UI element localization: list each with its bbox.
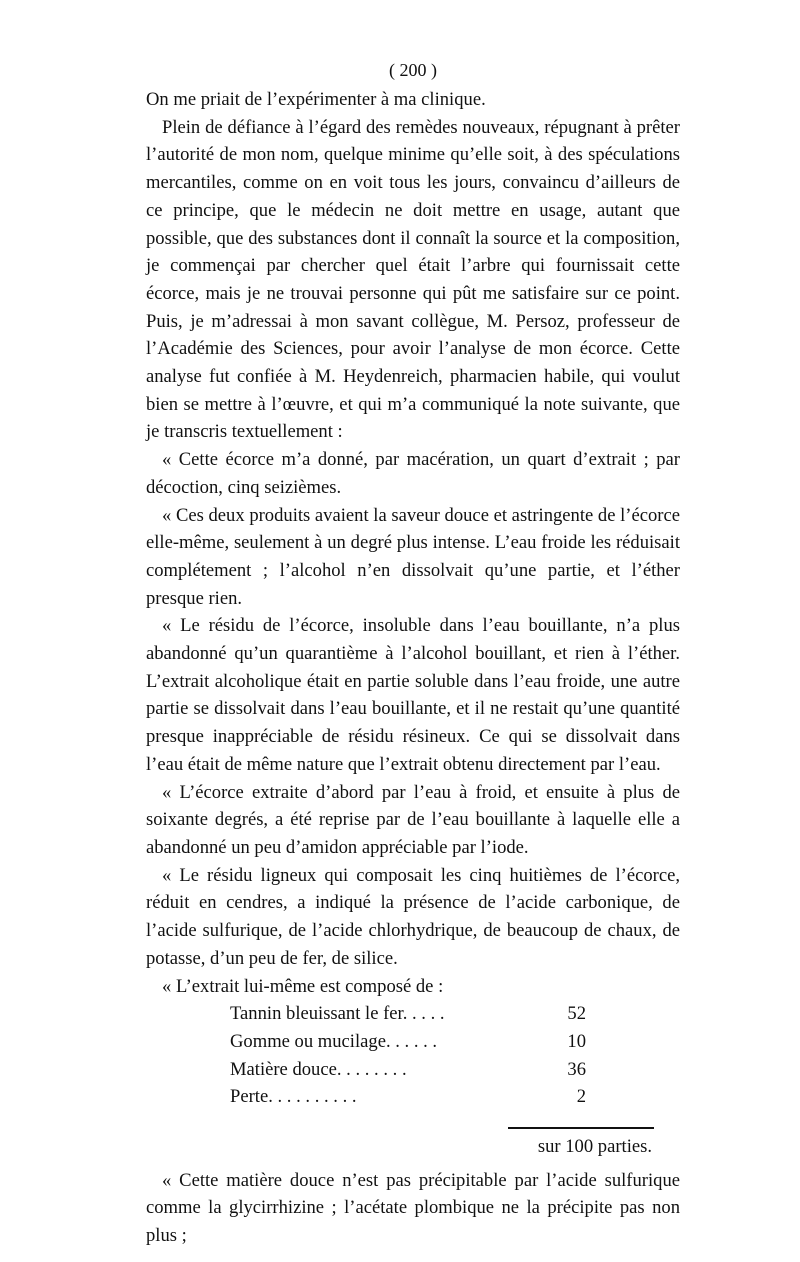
composition-label: Matière douce. . . . . . . . (230, 1058, 407, 1080)
total-rule (508, 1127, 654, 1129)
composition-value: 36 (567, 1058, 586, 1080)
paragraph-residue: « Le résidu de l’écorce, insoluble dans l’eau bouillante, n’a plus abandonné qu’un quarantième à l’alcohol bouillant, et rien à l’éther. L’extrait alcoholique était en partie soluble dans l’eau froide, une autre partie se dissolvait dans l’eau bouillante, et il ne restait qu’une quantité presque inappréciable de résidu résineux. Ce qui se dissolvait dans l’eau était de même nature que l’extrait obtenu directement par l’eau. (146, 615, 680, 775)
table-row (230, 1083, 586, 1111)
paragraph-products: « Ces deux produits avaient la saveur douce et astringente de l’écorce elle-même, seulement à un degré plus intense. L’eau froide les réduisait complétement ; l’alcohol n’en dissolvait qu’une partie, et l’éther presque rien. (146, 504, 680, 609)
book-page (146, 58, 680, 1250)
table-row (230, 1000, 586, 1028)
composition-value: 52 (567, 1003, 586, 1025)
composition-table (230, 1000, 586, 1111)
paragraph-composition-intro: « L’extrait lui-même est composé de : (162, 975, 444, 997)
composition-label: Perte. . . . . . . . . . (230, 1086, 357, 1108)
table-row (230, 1056, 586, 1084)
paragraph-intro: On me priait de l’expérimenter à ma clinique. (146, 89, 486, 110)
composition-total: sur 100 parties. (537, 1136, 652, 1158)
composition-value: 10 (567, 1030, 586, 1052)
paragraph-sweet-matter: « Cette matière douce n’est pas précipitable par l’acide sulfurique comme la glycirrhizine ; l’acétate plombique ne la précipite pas non plus ; (146, 1169, 680, 1247)
paragraph-ashes: « Le résidu ligneux qui composait les cinq huitièmes de l’écorce, réduit en cendres, a indiqué la présence de l’acide carbonique, de l’acide sulfurique, de l’acide chlorhydrique, de beaucoup de chaux, de potasse, d’un peu de fer, de silice. (146, 864, 680, 969)
paragraph-defiance: Plein de défiance à l’égard des remèdes nouveaux, répugnant à prêter l’autorité de mon nom, quelque minime qu’elle soit, à des spéculations mercantiles, comme on en voit tous les jours, convaincu d’ailleurs de ce principe, que le médecin ne doit mettre en usage, autant que possible, que des substances dont il connaît la source et la composition, je commençai par chercher quel était l’arbre qui fournissait cette écorce, mais je ne trouvai personne qui pût me satisfaire sur ce point. Puis, je m’adressai à mon savant collègue, M. Persoz, professeur de l’Académie des Sciences, pour avoir l’analyse de mon écorce. Cette analyse fut confiée à M. Heydenreich, pharmacien habile, qui voulut bien se mettre à l’œuvre, et qui m’a communiqué la note suivante, que je transcris textuellement : (146, 116, 680, 443)
page-number: ( 200 ) (389, 60, 437, 80)
paragraph-maceration: « Cette écorce m’a donné, par macération, un quart d’extrait ; par décoction, cinq seizièmes. (146, 449, 680, 498)
composition-value: 2 (576, 1086, 586, 1108)
composition-label: Tannin bleuissant le fer. . . . . (230, 1003, 445, 1025)
composition-label: Gomme ou mucilage. . . . . . (230, 1030, 438, 1052)
table-row (230, 1028, 586, 1056)
paragraph-extraction: « L’écorce extraite d’abord par l’eau à froid, et ensuite à plus de soixante degrés, a été reprise par de l’eau bouillante à laquelle elle a abandonné un peu d’amidon appréciable par l’iode. (146, 781, 680, 858)
